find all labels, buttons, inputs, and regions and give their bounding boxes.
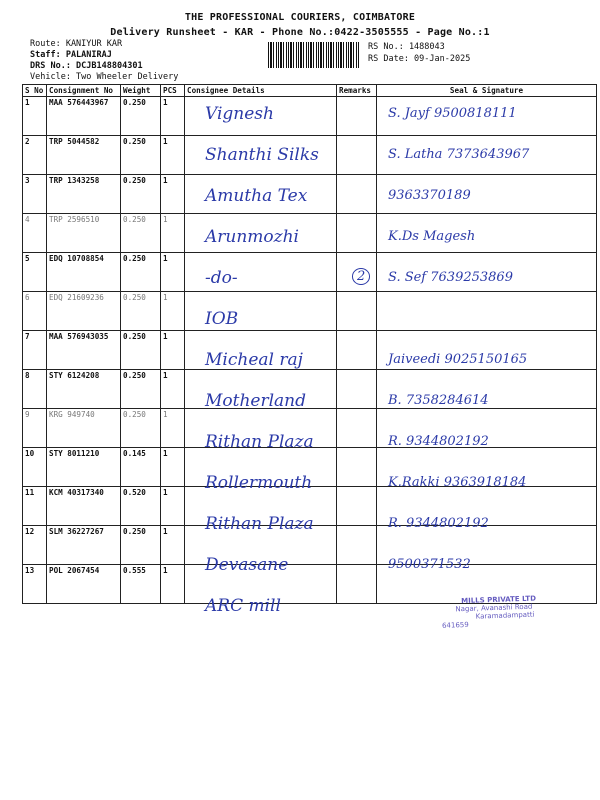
weight-cell: 0.250: [121, 331, 161, 370]
stamp-line-3: Karamadampatti: [475, 610, 535, 621]
pcs-cell: 1: [161, 175, 185, 214]
consignee-handwriting: Micheal raj: [205, 350, 303, 370]
consignee-handwriting: ARC mill: [205, 596, 281, 616]
table-row: [23, 214, 597, 253]
weight-cell: 0.555: [121, 565, 161, 604]
consignee-handwriting: Amutha Tex: [205, 186, 308, 206]
barcode: [268, 42, 360, 68]
sno-cell: 4: [23, 214, 47, 253]
remarks-cell: [337, 487, 377, 526]
signature-cell: [377, 292, 597, 331]
pcs-cell: 1: [161, 526, 185, 565]
remarks-cell: [337, 175, 377, 214]
pcs-cell: 1: [161, 565, 185, 604]
consignment-cell: EDQ 21609236: [47, 292, 121, 331]
consignment-cell: STY 6124208: [47, 370, 121, 409]
consignee-handwriting: Rithan Plaza: [205, 432, 314, 452]
remarks-cell: [337, 526, 377, 565]
consignment-cell: KRG 949740: [47, 409, 121, 448]
col-consignee-header: Consignee Details: [185, 85, 337, 97]
pcs-cell: 1: [161, 448, 185, 487]
signature-handwriting: B. 7358284614: [388, 393, 489, 408]
consignment-cell: KCM 40317340: [47, 487, 121, 526]
drs-number: DRS No.: DCJB148804301: [30, 61, 143, 71]
weight-cell: 0.250: [121, 97, 161, 136]
remarks-cell: [337, 136, 377, 175]
sno-cell: 5: [23, 253, 47, 292]
weight-cell: 0.250: [121, 409, 161, 448]
remarks-cell: [337, 214, 377, 253]
consignment-cell: SLM 36227267: [47, 526, 121, 565]
weight-cell: 0.250: [121, 214, 161, 253]
consignment-cell: TRP 1343258: [47, 175, 121, 214]
sno-cell: 13: [23, 565, 47, 604]
table-header-row: [23, 85, 597, 97]
rs-date: RS Date: 09-Jan-2025: [368, 54, 471, 64]
remarks-cell: [337, 331, 377, 370]
signature-handwriting: 9500371532: [388, 557, 471, 572]
consignee-handwriting: Devasane: [205, 555, 289, 575]
col-sno-header: S No: [23, 85, 47, 97]
remarks-handwriting: 2: [352, 268, 370, 285]
weight-cell: 0.250: [121, 370, 161, 409]
sno-cell: 9: [23, 409, 47, 448]
col-signature-header: Seal & Signature: [377, 85, 597, 97]
signature-handwriting: 9363370189: [388, 188, 471, 203]
signature-handwriting: K.Ds Magesh: [388, 229, 476, 244]
remarks-cell: [337, 448, 377, 487]
pcs-cell: 1: [161, 487, 185, 526]
col-consignment-header: Consignment No: [47, 85, 121, 97]
weight-cell: 0.250: [121, 526, 161, 565]
pcs-cell: 1: [161, 331, 185, 370]
weight-cell: 0.250: [121, 175, 161, 214]
sno-cell: 3: [23, 175, 47, 214]
pcs-cell: 1: [161, 136, 185, 175]
signature-handwriting: Jaiveedi 9025150165: [388, 352, 528, 367]
remarks-cell: [337, 409, 377, 448]
signature-handwriting: R. 9344802192: [388, 434, 489, 449]
sno-cell: 2: [23, 136, 47, 175]
company-title: THE PROFESSIONAL COURIERS, COIMBATORE: [184, 12, 416, 23]
signature-handwriting: S. Latha 7373643967: [388, 147, 530, 162]
weight-cell: 0.145: [121, 448, 161, 487]
vehicle-label: Vehicle: Two Wheeler Delivery: [30, 72, 179, 82]
stamp-line-4: 641659: [441, 620, 469, 630]
runsheet-subtitle: Delivery Runsheet - KAR - Phone No.:0422-3505555 - Page No.:1: [110, 27, 490, 38]
consignment-cell: EDQ 10708854: [47, 253, 121, 292]
signature-handwriting: S. Sef 7639253869: [388, 270, 513, 285]
consignment-cell: POL 2067454: [47, 565, 121, 604]
remarks-cell: [337, 292, 377, 331]
weight-cell: 0.250: [121, 292, 161, 331]
consignment-cell: TRP 2596510: [47, 214, 121, 253]
rs-number: RS No.: 1488043: [368, 42, 445, 52]
pcs-cell: 1: [161, 370, 185, 409]
table-row: [23, 175, 597, 214]
stamp-line-2: Nagar, Avanashi Road: [455, 602, 533, 614]
pcs-cell: 1: [161, 292, 185, 331]
remarks-cell: [337, 97, 377, 136]
route-label: Route: KANIYUR KAR: [30, 39, 123, 49]
sno-cell: 11: [23, 487, 47, 526]
signature-handwriting: K.Rakki 9363918184: [388, 475, 527, 490]
company-stamp: [391, 592, 597, 655]
sno-cell: 8: [23, 370, 47, 409]
consignee-handwriting: Rollermouth: [205, 473, 313, 493]
staff-label: Staff: PALANIRAJ: [30, 50, 112, 60]
consignment-cell: MAA 576943035: [47, 331, 121, 370]
consignee-handwriting: Vignesh: [205, 104, 274, 124]
weight-cell: 0.250: [121, 253, 161, 292]
consignee-handwriting: Arunmozhi: [205, 227, 299, 247]
consignee-handwriting: Motherland: [205, 391, 307, 411]
consignee-handwriting: -do-: [205, 268, 238, 288]
sno-cell: 1: [23, 97, 47, 136]
consignment-cell: TRP 5044582: [47, 136, 121, 175]
weight-cell: 0.520: [121, 487, 161, 526]
pcs-cell: 1: [161, 97, 185, 136]
sno-cell: 12: [23, 526, 47, 565]
weight-cell: 0.250: [121, 136, 161, 175]
consignee-handwriting: Rithan Plaza: [205, 514, 314, 534]
consignee-handwriting: Shanthi Silks: [205, 145, 319, 165]
col-weight-header: Weight: [121, 85, 161, 97]
pcs-cell: 1: [161, 214, 185, 253]
pcs-cell: 1: [161, 253, 185, 292]
remarks-cell: [337, 565, 377, 604]
col-pcs-header: PCS: [161, 85, 185, 97]
consignment-cell: STY 8011210: [47, 448, 121, 487]
sno-cell: 10: [23, 448, 47, 487]
remarks-cell: [337, 370, 377, 409]
sno-cell: 7: [23, 331, 47, 370]
sno-cell: 6: [23, 292, 47, 331]
signature-handwriting: R. 9344802192: [388, 516, 489, 531]
signature-handwriting: S. Jayf 9500818111: [388, 106, 517, 121]
stamp-line-1: MILLS PRIVATE LTD: [461, 594, 537, 606]
consignee-handwriting: IOB: [205, 309, 239, 329]
consignment-cell: MAA 576443967: [47, 97, 121, 136]
table-row: [23, 292, 597, 331]
col-remarks-header: Remarks: [337, 85, 377, 97]
table-row: [23, 370, 597, 409]
pcs-cell: 1: [161, 409, 185, 448]
